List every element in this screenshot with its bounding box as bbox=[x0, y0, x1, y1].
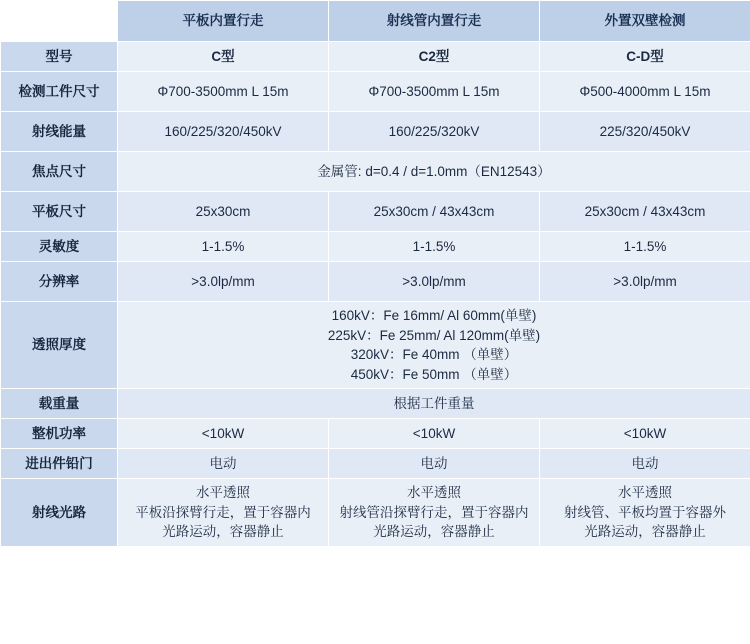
row-label-load-capacity: 载重量 bbox=[1, 389, 118, 419]
row-label-resolution: 分辨率 bbox=[1, 262, 118, 302]
cell-lead-door-c2: 电动 bbox=[329, 449, 540, 479]
cell-resolution-c2: >3.0lp/mm bbox=[329, 262, 540, 302]
table-header-row bbox=[1, 1, 750, 42]
row-label-total-power: 整机功率 bbox=[1, 419, 118, 449]
header-cell-col3: 外置双壁检测 bbox=[540, 1, 750, 42]
table-row bbox=[1, 232, 750, 262]
cell-ray-energy-c1: 160/225/320/450kV bbox=[118, 112, 329, 152]
row-label-ray-path: 射线光路 bbox=[1, 479, 118, 547]
ray-path-c1-line-1: 水平透照 bbox=[196, 485, 250, 501]
cell-total-power-c3: <10kW bbox=[540, 419, 750, 449]
table-row bbox=[1, 389, 750, 419]
row-label-panel-size: 平板尺寸 bbox=[1, 192, 118, 232]
ray-path-c2-line-2: 射线管沿探臂行走，置于容器内 bbox=[339, 504, 529, 520]
cell-panel-size-c1: 25x30cm bbox=[118, 192, 329, 232]
cell-ray-path-c2 bbox=[329, 479, 540, 547]
cell-resolution-c1: >3.0lp/mm bbox=[118, 262, 329, 302]
cell-focal-spot-merged: 金属管: d=0.4 / d=1.0mm（EN12543） bbox=[118, 152, 750, 192]
cell-model-c1: C型 bbox=[118, 42, 329, 72]
penetration-line-1: 160kV：Fe 16mm/ Al 60mm(单壁) bbox=[331, 308, 537, 323]
row-label-sensitivity: 灵敏度 bbox=[1, 232, 118, 262]
cell-resolution-c3: >3.0lp/mm bbox=[540, 262, 750, 302]
row-label-ray-energy: 射线能量 bbox=[1, 112, 118, 152]
row-label-penetration-thickness: 透照厚度 bbox=[1, 302, 118, 389]
cell-sensitivity-c1: 1-1.5% bbox=[118, 232, 329, 262]
cell-ray-energy-c3: 225/320/450kV bbox=[540, 112, 750, 152]
table-row bbox=[1, 262, 750, 302]
table-row bbox=[1, 419, 750, 449]
table-row bbox=[1, 449, 750, 479]
cell-lead-door-c1: 电动 bbox=[118, 449, 329, 479]
ray-path-c2-line-1: 水平透照 bbox=[407, 485, 461, 501]
header-cell-blank bbox=[1, 1, 118, 42]
cell-penetration-thickness-merged bbox=[118, 302, 750, 389]
row-label-workpiece-size: 检测工件尺寸 bbox=[1, 72, 118, 112]
ray-path-c3-line-1: 水平透照 bbox=[618, 485, 672, 501]
cell-ray-path-c1 bbox=[118, 479, 329, 547]
cell-model-c3: C-D型 bbox=[540, 42, 750, 72]
cell-load-capacity-merged: 根据工件重量 bbox=[118, 389, 750, 419]
cell-total-power-c2: <10kW bbox=[329, 419, 540, 449]
table-row bbox=[1, 112, 750, 152]
ray-path-c2-line-3: 光路运动，容器静止 bbox=[373, 524, 495, 540]
header-cell-col1: 平板内置行走 bbox=[118, 1, 329, 42]
table-row bbox=[1, 302, 750, 389]
cell-workpiece-size-c2: Φ700-3500mm L 15m bbox=[329, 72, 540, 112]
cell-model-c2: C2型 bbox=[329, 42, 540, 72]
row-label-lead-door: 进出件铅门 bbox=[1, 449, 118, 479]
table-row bbox=[1, 479, 750, 547]
cell-total-power-c1: <10kW bbox=[118, 419, 329, 449]
header-cell-col2: 射线管内置行走 bbox=[329, 1, 540, 42]
table-row bbox=[1, 42, 750, 72]
table-row bbox=[1, 72, 750, 112]
penetration-line-4: 450kV：Fe 50mm （单壁） bbox=[350, 366, 518, 382]
row-label-focal-spot: 焦点尺寸 bbox=[1, 152, 118, 192]
penetration-line-3: 320kV：Fe 40mm （单壁） bbox=[350, 347, 518, 363]
cell-panel-size-c3: 25x30cm / 43x43cm bbox=[540, 192, 750, 232]
table-row bbox=[1, 152, 750, 192]
penetration-line-2: 225kV：Fe 25mm/ Al 120mm(单壁) bbox=[327, 327, 541, 343]
cell-workpiece-size-c3: Φ500-4000mm L 15m bbox=[540, 72, 750, 112]
cell-sensitivity-c3: 1-1.5% bbox=[540, 232, 750, 262]
cell-panel-size-c2: 25x30cm / 43x43cm bbox=[329, 192, 540, 232]
cell-sensitivity-c2: 1-1.5% bbox=[329, 232, 540, 262]
cell-ray-energy-c2: 160/225/320kV bbox=[329, 112, 540, 152]
cell-lead-door-c3: 电动 bbox=[540, 449, 750, 479]
ray-path-c1-line-3: 光路运动，容器静止 bbox=[162, 524, 284, 540]
ray-path-c1-line-2: 平板沿探臂行走，置于容器内 bbox=[135, 504, 311, 520]
ray-path-c3-line-2: 射线管、平板均置于容器外 bbox=[564, 504, 726, 520]
ray-path-c3-line-3: 光路运动，容器静止 bbox=[584, 524, 706, 540]
table-row bbox=[1, 192, 750, 232]
cell-ray-path-c3 bbox=[540, 479, 750, 547]
cell-workpiece-size-c1: Φ700-3500mm L 15m bbox=[118, 72, 329, 112]
row-label-model: 型号 bbox=[1, 42, 118, 72]
